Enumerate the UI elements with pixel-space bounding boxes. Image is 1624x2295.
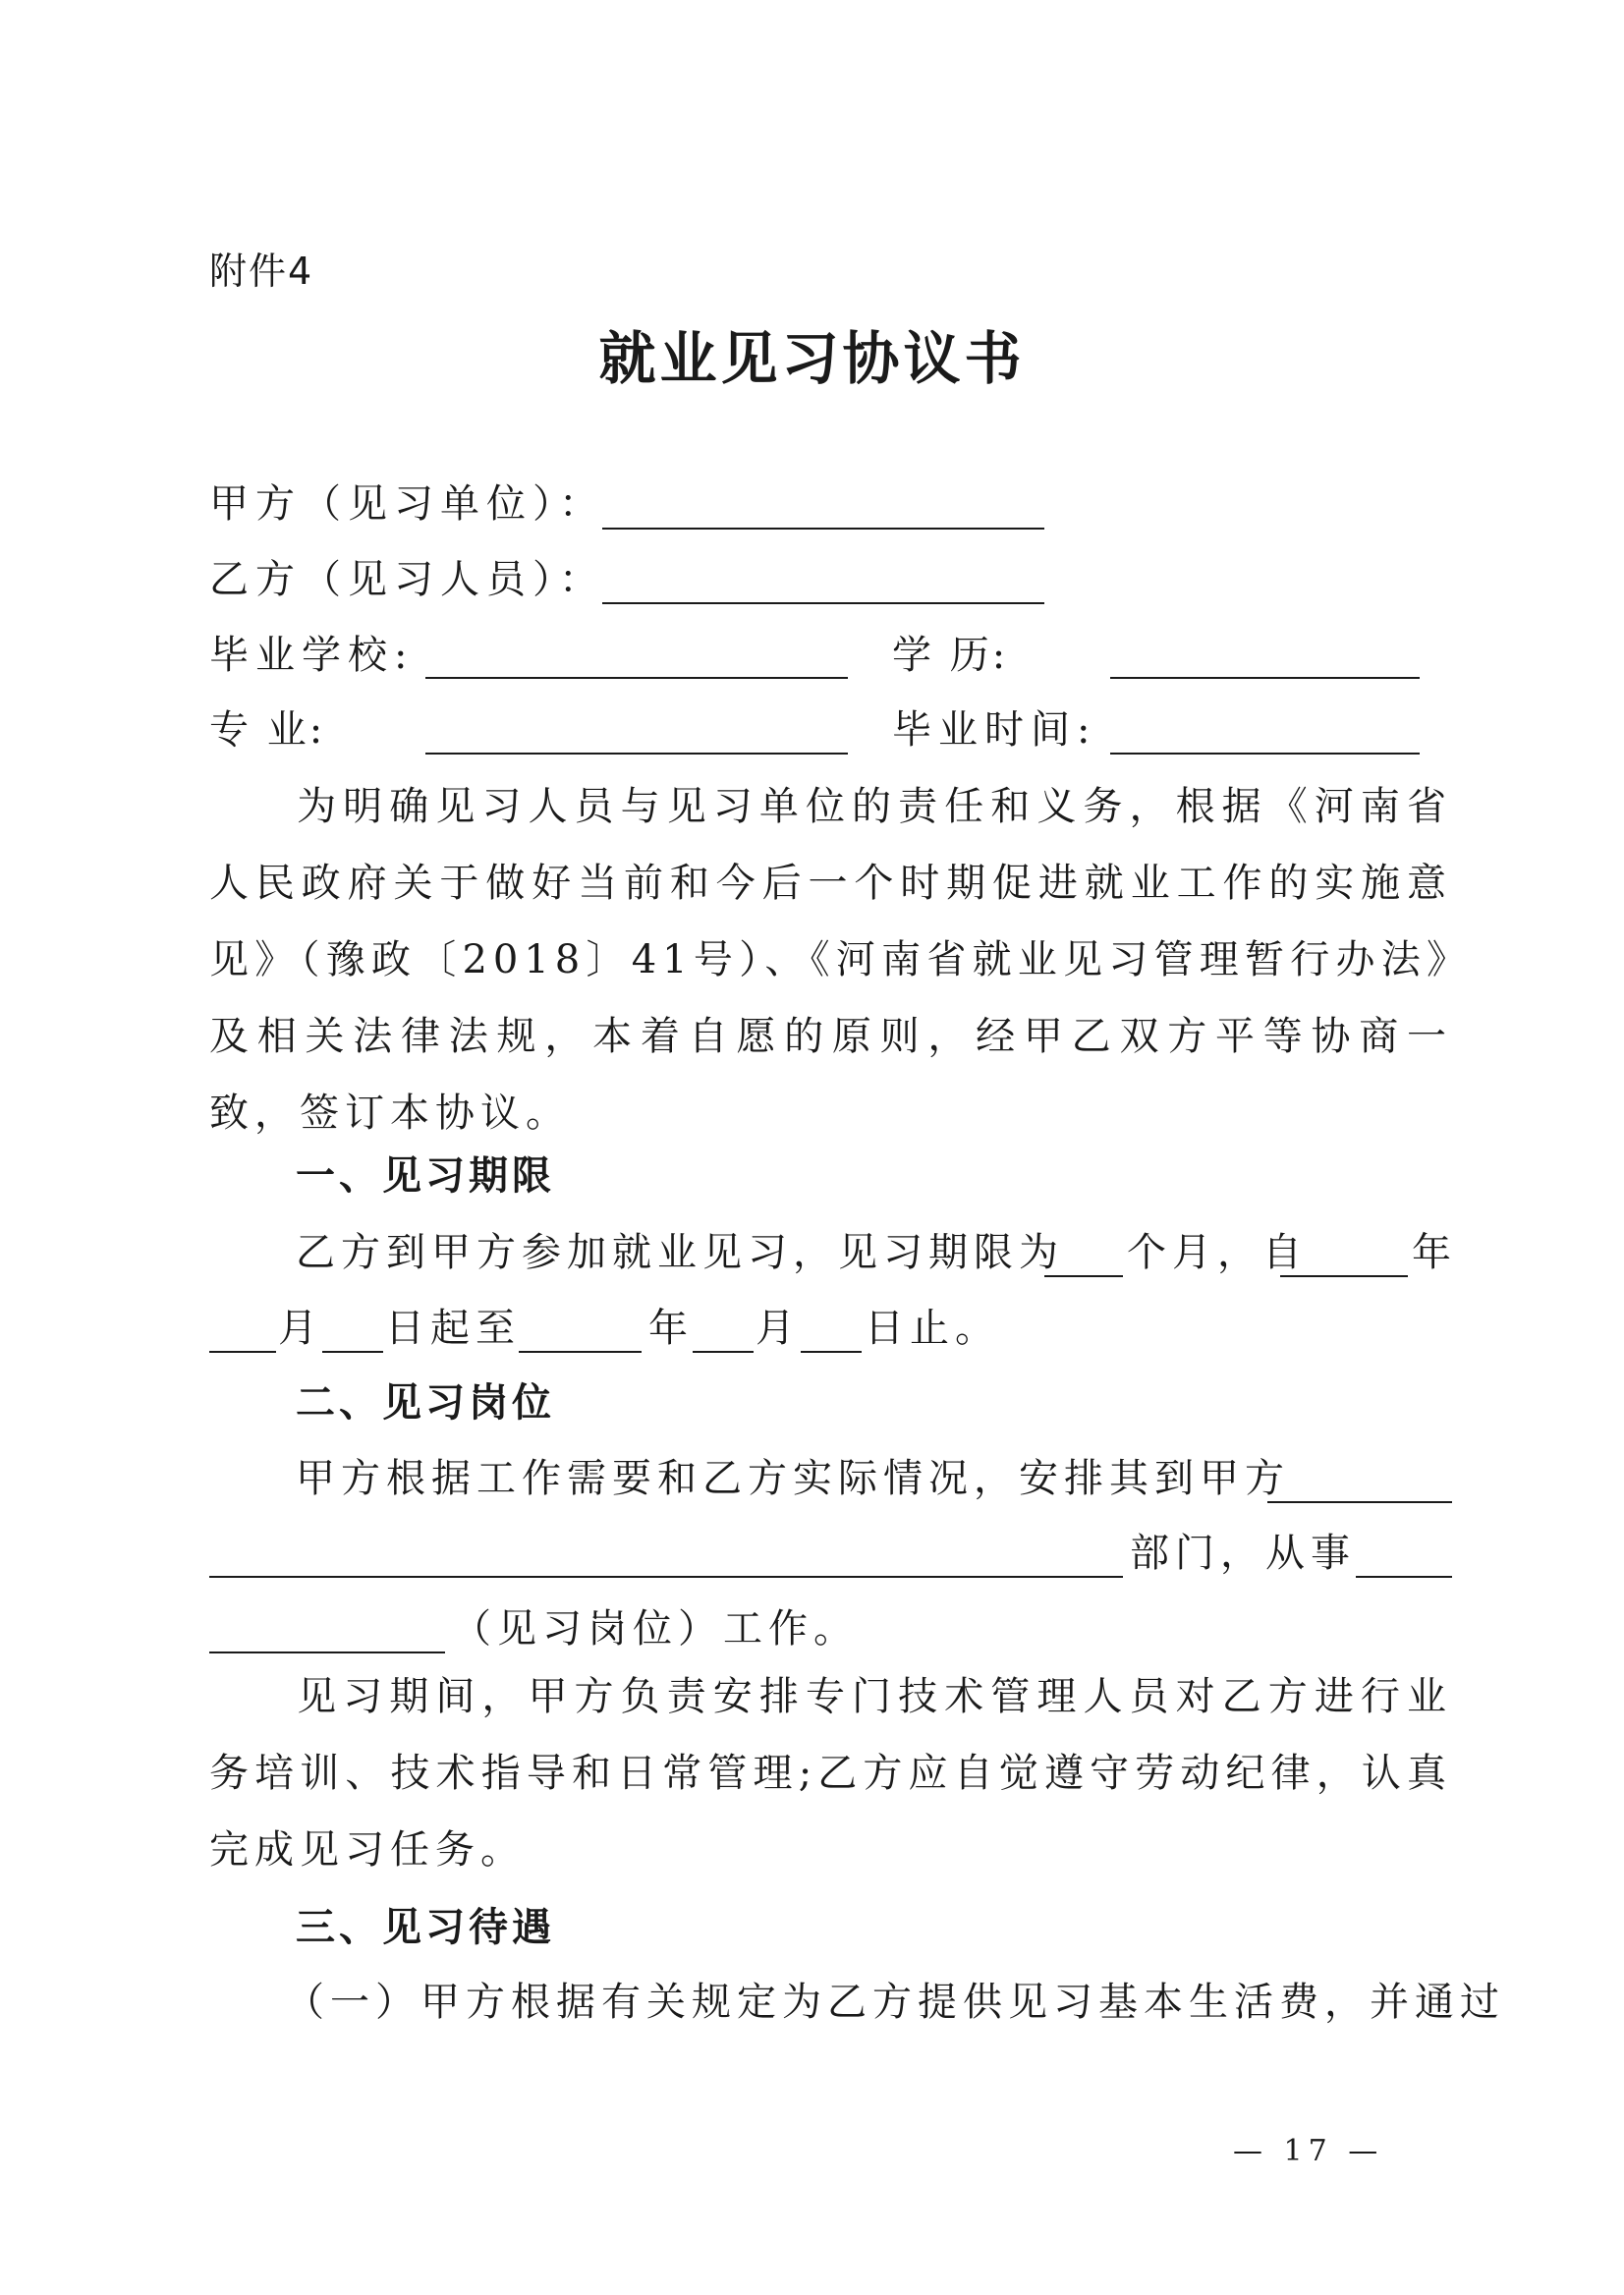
- document-title: 就业见习协议书: [598, 325, 1026, 392]
- months-field[interactable]: [1044, 1232, 1123, 1277]
- attachment-label: 附件4: [209, 250, 314, 293]
- section1-text-e: 日起至: [385, 1306, 521, 1351]
- position-field-a[interactable]: [1356, 1533, 1452, 1578]
- start-day-field[interactable]: [322, 1308, 383, 1353]
- grad-time-field[interactable]: [1110, 709, 1420, 755]
- end-month-field[interactable]: [693, 1308, 754, 1353]
- section2-line2: 部门，从事: [1130, 1531, 1356, 1576]
- start-year-field[interactable]: [1280, 1232, 1408, 1277]
- section3-paragraph: （一）甲方根据有关规定为乙方提供见习基本生活费，并通过: [285, 1980, 1505, 2025]
- department-field-b[interactable]: [209, 1533, 1123, 1578]
- party-b-label: 乙方（见习人员）：: [209, 557, 605, 602]
- section2-line1: 甲方根据工作需要和乙方实际情况，安排其到甲方: [296, 1456, 1290, 1501]
- section2-paragraph-text: 见习期间，甲方负责安排专门技术管理人员对乙方进行业务培训、技术指导和日常管理;乙方应自觉遵守劳动纪律，认真完成见习任务。: [209, 1674, 1452, 1873]
- major-field[interactable]: [425, 709, 848, 755]
- position-field-b[interactable]: [209, 1608, 445, 1653]
- end-day-field[interactable]: [801, 1308, 862, 1353]
- section1-text-g: 月: [756, 1306, 801, 1351]
- grad-time-label: 毕业时间:: [892, 707, 1097, 753]
- section2-paragraph: [209, 1658, 1452, 1888]
- party-a-field[interactable]: [602, 484, 1044, 530]
- party-a-label: 甲方（见习单位）：: [209, 481, 605, 527]
- section2-heading: 二、见习岗位: [296, 1380, 555, 1426]
- party-b-row: [209, 555, 605, 604]
- intro-text: 为明确见习人员与见习单位的责任和义务，根据《河南省人民政府关于做好当前和今后一个时期促进就业工作的实施意见》（豫政〔2018〕41号）、《河南省就业见习管理暂行办法》及相关法律法规，本着自愿的原则，经甲乙双方平等协商一致，签订本协议。: [209, 784, 1452, 1136]
- section1-heading: 一、见习期限: [296, 1153, 555, 1199]
- degree-field[interactable]: [1110, 634, 1420, 679]
- school-field[interactable]: [425, 634, 848, 679]
- page-number: — 17 —: [1233, 2134, 1384, 2168]
- section3-heading: 三、见习待遇: [296, 1905, 555, 1950]
- end-year-field[interactable]: [519, 1308, 642, 1353]
- section1-text-h: 日止。: [865, 1306, 1000, 1351]
- school-label: 毕业学校:: [209, 633, 415, 678]
- section1-text-c: 年: [1412, 1230, 1457, 1275]
- section2-line3: （见习岗位）工作。: [452, 1606, 859, 1651]
- department-field-a[interactable]: [1267, 1458, 1452, 1503]
- intro-paragraph: [209, 768, 1452, 1151]
- degree-label: 学 历:: [892, 633, 1009, 678]
- section1-text-f: 年: [648, 1306, 694, 1351]
- party-b-field[interactable]: [602, 559, 1044, 604]
- party-a-row: [209, 479, 605, 529]
- major-label: 专 业:: [209, 707, 326, 753]
- section1-text-d: 月: [278, 1306, 323, 1351]
- start-month-field[interactable]: [209, 1308, 276, 1353]
- section1-text-a: 乙方到甲方参加就业见习，见习期限为: [296, 1230, 1064, 1275]
- section1-text-b: 个月，自: [1127, 1230, 1308, 1275]
